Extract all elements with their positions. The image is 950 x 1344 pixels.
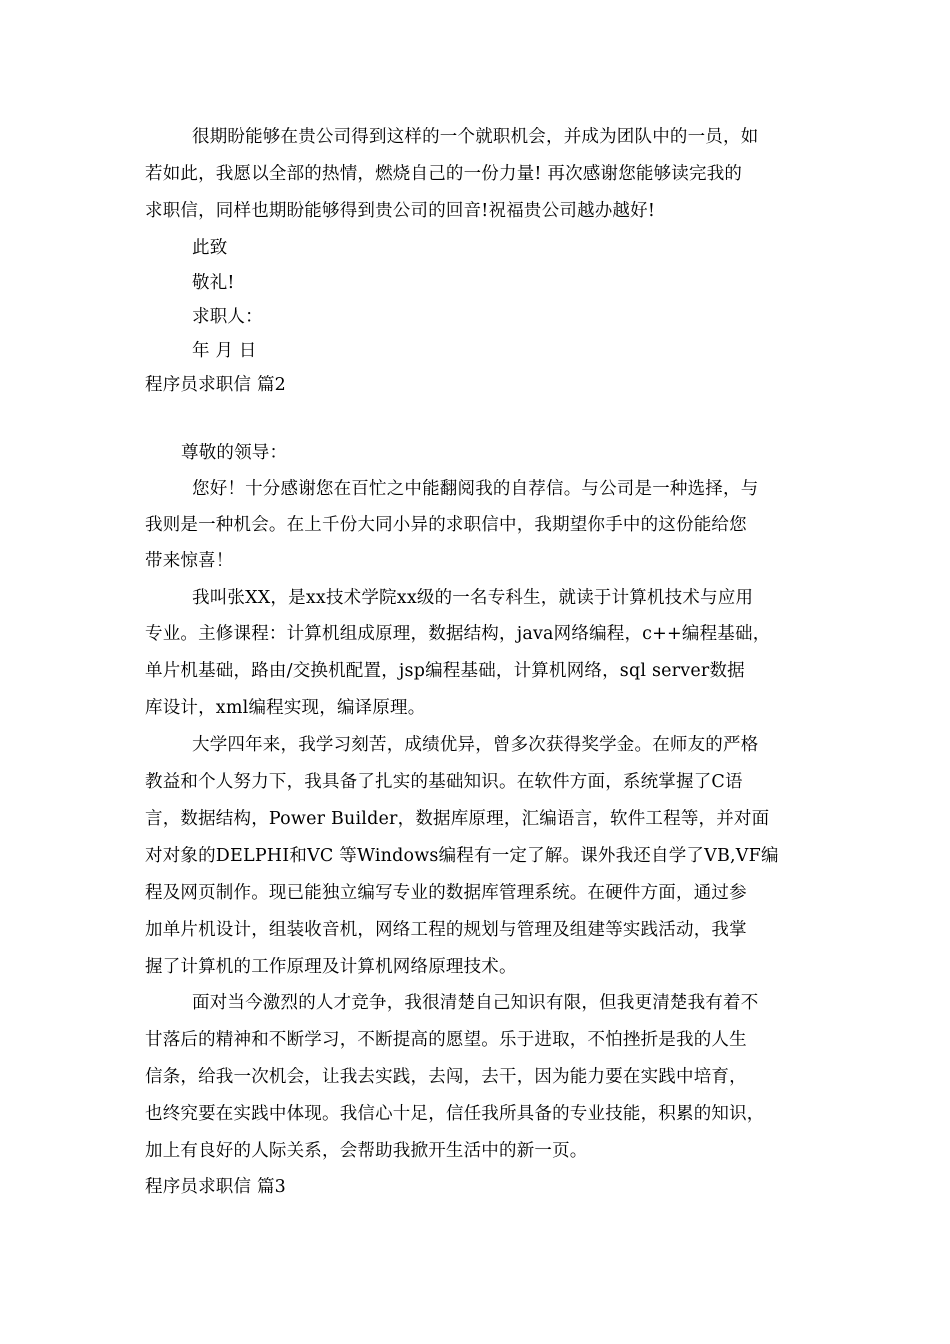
- section-heading: 程序员求职信 篇3: [145, 1177, 286, 1197]
- paragraph-line: 专业。主修课程：计算机组成原理，数据结构，java网络编程，c++编程基础，: [145, 624, 771, 644]
- paragraph-line: 很期盼能够在贵公司得到这样的一个就职机会，并成为团队中的一员，如: [192, 127, 759, 147]
- paragraph-line: 握了计算机的工作原理及计算机网络原理技术。: [145, 957, 517, 977]
- greeting: 尊敬的领导：: [181, 443, 288, 463]
- salutation-end: 此致: [192, 238, 228, 258]
- paragraph-line: 求职信，同样也期盼能够得到贵公司的回音!祝福贵公司越办越好!: [145, 201, 656, 221]
- paragraph-line: 甘落后的精神和不断学习，不断提高的愿望。乐于进取，不怕挫折是我的人生: [145, 1030, 747, 1050]
- paragraph-line: 加上有良好的人际关系，会帮助我掀开生活中的新一页。: [145, 1141, 588, 1161]
- date-line: 年 月 日: [192, 341, 257, 361]
- paragraph-line: 单片机基础，路由/交换机配置，jsp编程基础，计算机网络，sql server数据: [145, 661, 745, 681]
- paragraph-line: 您好！十分感谢您在百忙之中能翻阅我的自荐信。与公司是一种选择，与: [192, 479, 759, 499]
- applicant-label: 求职人：: [192, 307, 263, 327]
- paragraph-line: 信条，给我一次机会，让我去实践，去闯，去干，因为能力要在实践中培育，: [145, 1067, 747, 1087]
- paragraph-line: 大学四年来，我学习刻苦，成绩优异，曾多次获得奖学金。在师友的严格: [192, 735, 759, 755]
- paragraph-line: 加单片机设计，组装收音机，网络工程的规划与管理及组建等实践活动，我掌: [145, 920, 747, 940]
- paragraph-line: 程及网页制作。现已能独立编写专业的数据库管理系统。在硬件方面，通过参: [145, 883, 747, 903]
- paragraph-line: 也终究要在实践中体现。我信心十足，信任我所具备的专业技能，积累的知识，: [145, 1104, 765, 1124]
- paragraph-line: 带来惊喜！: [145, 551, 234, 571]
- paragraph-line: 若如此，我愿以全部的热情，燃烧自己的一份力量! 再次感谢您能够读完我的: [145, 164, 743, 184]
- section-heading: 程序员求职信 篇2: [145, 375, 286, 395]
- paragraph-line: 我叫张XX，是xx技术学院xx级的一名专科生，就读于计算机技术与应用: [192, 588, 754, 608]
- respect-line: 敬礼!: [192, 273, 235, 293]
- paragraph-line: 面对当今激烈的人才竞争，我很清楚自己知识有限，但我更清楚我有着不: [192, 993, 759, 1013]
- paragraph-line: 对对象的DELPHI和VC 等Windows编程有一定了解。课外我还自学了VB,VF编: [145, 846, 779, 866]
- paragraph-line: 言，数据结构，Power Builder，数据库原理，汇编语言，软件工程等，并对面: [145, 809, 770, 829]
- paragraph-line: 教益和个人努力下，我具备了扎实的基础知识。在软件方面，系统掌握了C语: [145, 772, 743, 792]
- paragraph-line: 库设计，xml编程实现，编译原理。: [145, 698, 426, 718]
- paragraph-line: 我则是一种机会。在上千份大同小异的求职信中，我期望你手中的这份能给您: [145, 515, 747, 535]
